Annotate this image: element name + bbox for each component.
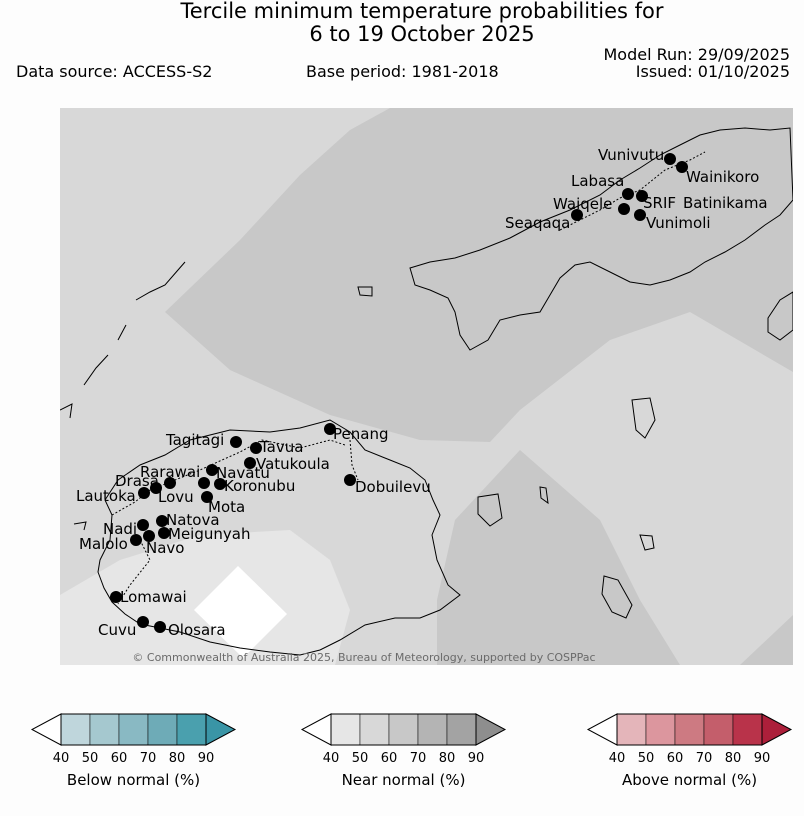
near-tick-50: 50	[351, 751, 369, 766]
label-wainikoro: Wainikoro	[686, 168, 760, 186]
marker-olosara	[154, 621, 166, 633]
near-segment-60	[389, 714, 418, 745]
marker-nadi	[137, 519, 149, 531]
label-koronubu: Koronubu	[224, 477, 296, 495]
above-tick-80: 80	[724, 751, 742, 766]
label-meigunyah: Meigunyah	[168, 525, 251, 543]
colorbar-above-normal	[588, 714, 791, 789]
colorbar-near-normal	[302, 714, 505, 789]
title-line-1: Tercile minimum temperature probabilities for	[180, 0, 664, 23]
above-segment-80	[733, 714, 762, 745]
below-tick-50: 50	[81, 751, 99, 766]
label-natova: Natova	[166, 511, 220, 529]
below-segment-50	[90, 714, 119, 745]
below-tick-90: 90	[197, 751, 215, 766]
label-lautoka: Lautoka	[76, 487, 136, 505]
near-segment-70	[418, 714, 447, 745]
marker-waiqele	[618, 203, 630, 215]
below-tick-70: 70	[139, 751, 157, 766]
above-above-90-triangle	[762, 714, 791, 745]
label-lomawai: Lomawai	[120, 588, 187, 606]
label-tavua: Tavua	[260, 438, 304, 456]
label-navo: Navo	[146, 539, 185, 557]
run-info	[604, 46, 791, 80]
title-line-2: 6 to 19 October 2025	[309, 22, 535, 46]
near-segment-40	[331, 714, 360, 745]
near-tick-90: 90	[467, 751, 485, 766]
near-tick-40: 40	[322, 751, 340, 766]
above-segment-40	[617, 714, 646, 745]
below-segment-60	[119, 714, 148, 745]
above-segment-60	[675, 714, 704, 745]
above-below-40-triangle	[588, 714, 617, 745]
below-below-40-triangle	[32, 714, 61, 745]
below-tick-60: 60	[110, 751, 128, 766]
above-tick-70: 70	[695, 751, 713, 766]
near-colorbar-title: Near normal (%)	[341, 771, 466, 789]
below-tick-80: 80	[168, 751, 186, 766]
below-segment-40	[61, 714, 90, 745]
colorbar-below-normal	[32, 714, 235, 789]
base-period: Base period: 1981-2018	[306, 62, 499, 81]
above-segment-70	[704, 714, 733, 745]
marker-vunivutu	[664, 153, 676, 165]
label-navatu: Navatu	[216, 464, 270, 482]
below-segment-80	[177, 714, 206, 745]
near-tick-80: 80	[438, 751, 456, 766]
model-run: Model Run: 29/09/2025	[603, 45, 790, 64]
above-tick-40: 40	[608, 751, 626, 766]
chart-title	[0, 0, 804, 46]
label-vunivutu: Vunivutu	[598, 146, 665, 164]
below-above-90-triangle	[206, 714, 235, 745]
near-above-90-triangle	[476, 714, 505, 745]
label-cuvu: Cuvu	[98, 621, 137, 639]
label-dobuilevu: Dobuilevu	[355, 478, 431, 496]
near-tick-70: 70	[409, 751, 427, 766]
label-batinikama: Batinikama	[683, 194, 768, 212]
marker-cuvu	[137, 616, 149, 628]
above-colorbar-title: Above normal (%)	[621, 771, 758, 789]
issued-date: Issued: 01/10/2025	[635, 62, 790, 81]
label-srif: SRIF	[643, 194, 676, 212]
label-drasa: Drasa	[115, 472, 159, 490]
copyright-notice: © Commonwealth of Australia 2025, Bureau of Meteorology, supported by COSPPac	[132, 651, 596, 664]
above-segment-50	[646, 714, 675, 745]
probability-map	[60, 108, 793, 665]
near-below-40-triangle	[302, 714, 331, 745]
label-seaqaqa: Seaqaqa	[505, 214, 571, 232]
label-malolo: Malolo	[79, 535, 128, 553]
label-waiqele: Waiqele	[553, 195, 613, 213]
above-tick-60: 60	[666, 751, 684, 766]
label-rarawai: Rarawai	[140, 463, 201, 481]
below-tick-40: 40	[52, 751, 70, 766]
label-olosara: Olosara	[168, 621, 226, 639]
near-segment-50	[360, 714, 389, 745]
label-penang: Penang	[333, 425, 389, 443]
marker-tagitagi	[230, 436, 242, 448]
label-mota: Mota	[208, 498, 246, 516]
above-tick-50: 50	[637, 751, 655, 766]
label-labasa: Labasa	[571, 172, 625, 190]
below-colorbar-title: Below normal (%)	[66, 771, 201, 789]
label-vatukoula: Vatukoula	[256, 455, 330, 473]
label-vunimoli: Vunimoli	[646, 214, 711, 232]
below-segment-70	[148, 714, 177, 745]
near-tick-60: 60	[380, 751, 398, 766]
label-tagitagi: Tagitagi	[166, 431, 225, 449]
data-source: Data source: ACCESS-S2	[16, 62, 213, 81]
label-lovu: Lovu	[158, 488, 194, 506]
above-tick-90: 90	[753, 751, 771, 766]
near-segment-80	[447, 714, 476, 745]
label-nadi: Nadi	[103, 520, 138, 538]
legend	[0, 700, 804, 800]
